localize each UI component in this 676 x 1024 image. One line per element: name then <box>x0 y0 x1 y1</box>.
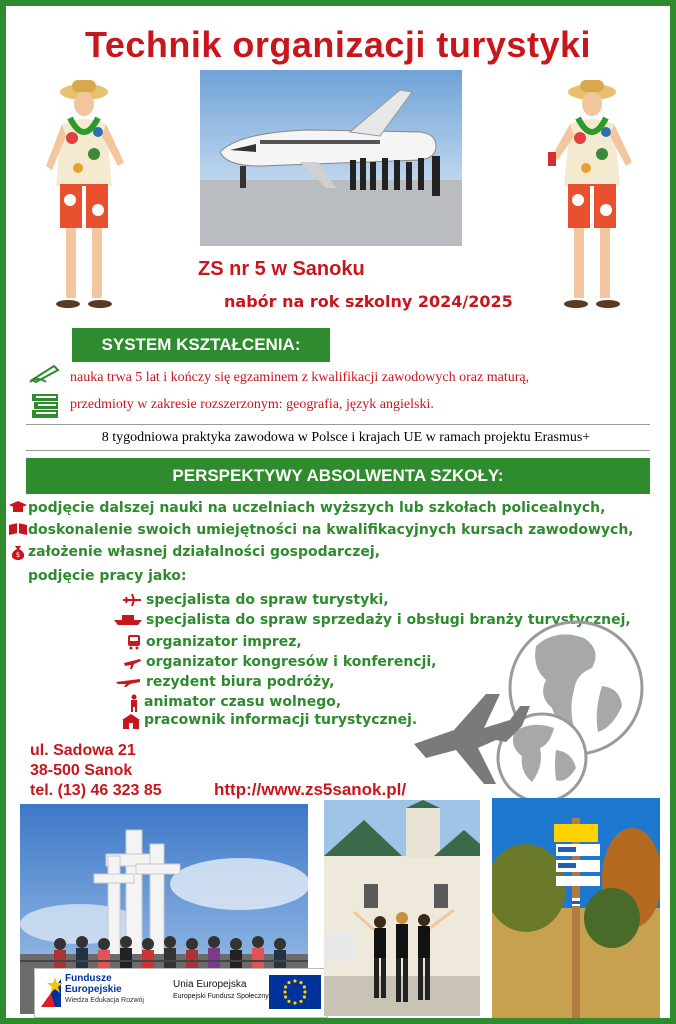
book-icon <box>8 522 28 536</box>
job-item-2: specjalista do spraw sprzedaży i obsługi branży turystycznej, <box>146 612 631 628</box>
internship-info: 8 tygodniowa praktyka zawodowa w Polsce i krajach UE w ramach projektu Erasmus+ <box>101 430 591 445</box>
eu-funds-line3: Wiedza Edukacja Rozwój <box>65 997 144 1004</box>
eu-funds-line2: Europejskie <box>65 984 122 995</box>
address-city: 38-500 Sanok <box>30 762 133 779</box>
bus-icon <box>126 634 142 650</box>
tourist-figure-right <box>542 76 642 316</box>
eu-funds-line1: Fundusze <box>65 973 112 984</box>
eu-union-line1: Unia Europejska <box>173 979 247 990</box>
ship-icon <box>112 612 144 626</box>
system-heading: SYSTEM KSZTAŁCENIA: <box>72 328 330 362</box>
jobs-heading: podjęcie pracy jako: <box>28 568 187 584</box>
eu-funds-star-icon <box>39 975 63 1009</box>
job-item-5: rezydent biura podróży, <box>146 674 335 690</box>
plane-icon <box>122 654 142 670</box>
trail-signpost-photo <box>492 798 660 1018</box>
svg-text:$: $ <box>15 551 21 559</box>
job-item-3: organizator imprez, <box>146 634 302 650</box>
perspective-item-3: założenie własnej działalności gospodarczej, <box>28 544 381 560</box>
poster-title: Technik organizacji turystyki <box>85 24 591 65</box>
perspective-item-1: podjęcie dalszej nauki na uczelniach wyższych lub szkołach policealnych, <box>28 500 606 516</box>
books-icon <box>28 390 62 420</box>
recruitment-year: nabór na rok szkolny 2024/2025 <box>224 292 513 311</box>
airplane-photo <box>200 70 462 246</box>
pen-icon <box>28 362 62 384</box>
system-item-1: nauka trwa 5 lat i kończy się egzaminem z kwalifikacji zawodowych oraz maturą, <box>70 370 530 385</box>
divider-bottom <box>26 450 650 451</box>
address-phone: tel. (13) 46 323 85 <box>30 782 162 799</box>
airplane-small-icon <box>122 592 142 608</box>
globes-plane-icon <box>406 616 656 806</box>
perspectives-heading: PERSPEKTYWY ABSOLWENTA SZKOŁY: <box>26 458 650 494</box>
divider-top <box>26 424 650 425</box>
jet-icon <box>114 674 142 688</box>
eu-union-line2: Europejski Fundusz Społeczny <box>173 993 269 1000</box>
school-name: ZS nr 5 w Sanoku <box>198 258 365 280</box>
eu-funds-logo <box>34 968 328 1018</box>
eu-flag-icon <box>269 975 321 1009</box>
perspective-item-2: doskonalenie swoich umiejętności na kwalifikacyjnych kursach zawodowych, <box>28 522 634 538</box>
system-item-2: przedmioty w zakresie rozszerzonym: geografia, język angielski. <box>70 397 434 412</box>
church-students-photo <box>324 800 480 1016</box>
job-item-7: pracownik informacji turystycznej. <box>144 712 418 728</box>
graduation-cap-icon <box>8 500 28 514</box>
money-bag-icon <box>10 544 26 560</box>
poster <box>6 6 670 1018</box>
person-icon <box>128 694 140 712</box>
job-item-4: organizator kongresów i konferencji, <box>146 654 437 670</box>
job-item-1: specjalista do spraw turystyki, <box>146 592 389 608</box>
tourist-figure-left <box>34 76 134 316</box>
address-street: ul. Sadowa 21 <box>30 742 136 759</box>
website-link[interactable]: http://www.zs5sanok.pl/ <box>214 780 407 799</box>
job-item-6: animator czasu wolnego, <box>144 694 342 710</box>
info-building-icon <box>120 712 142 730</box>
